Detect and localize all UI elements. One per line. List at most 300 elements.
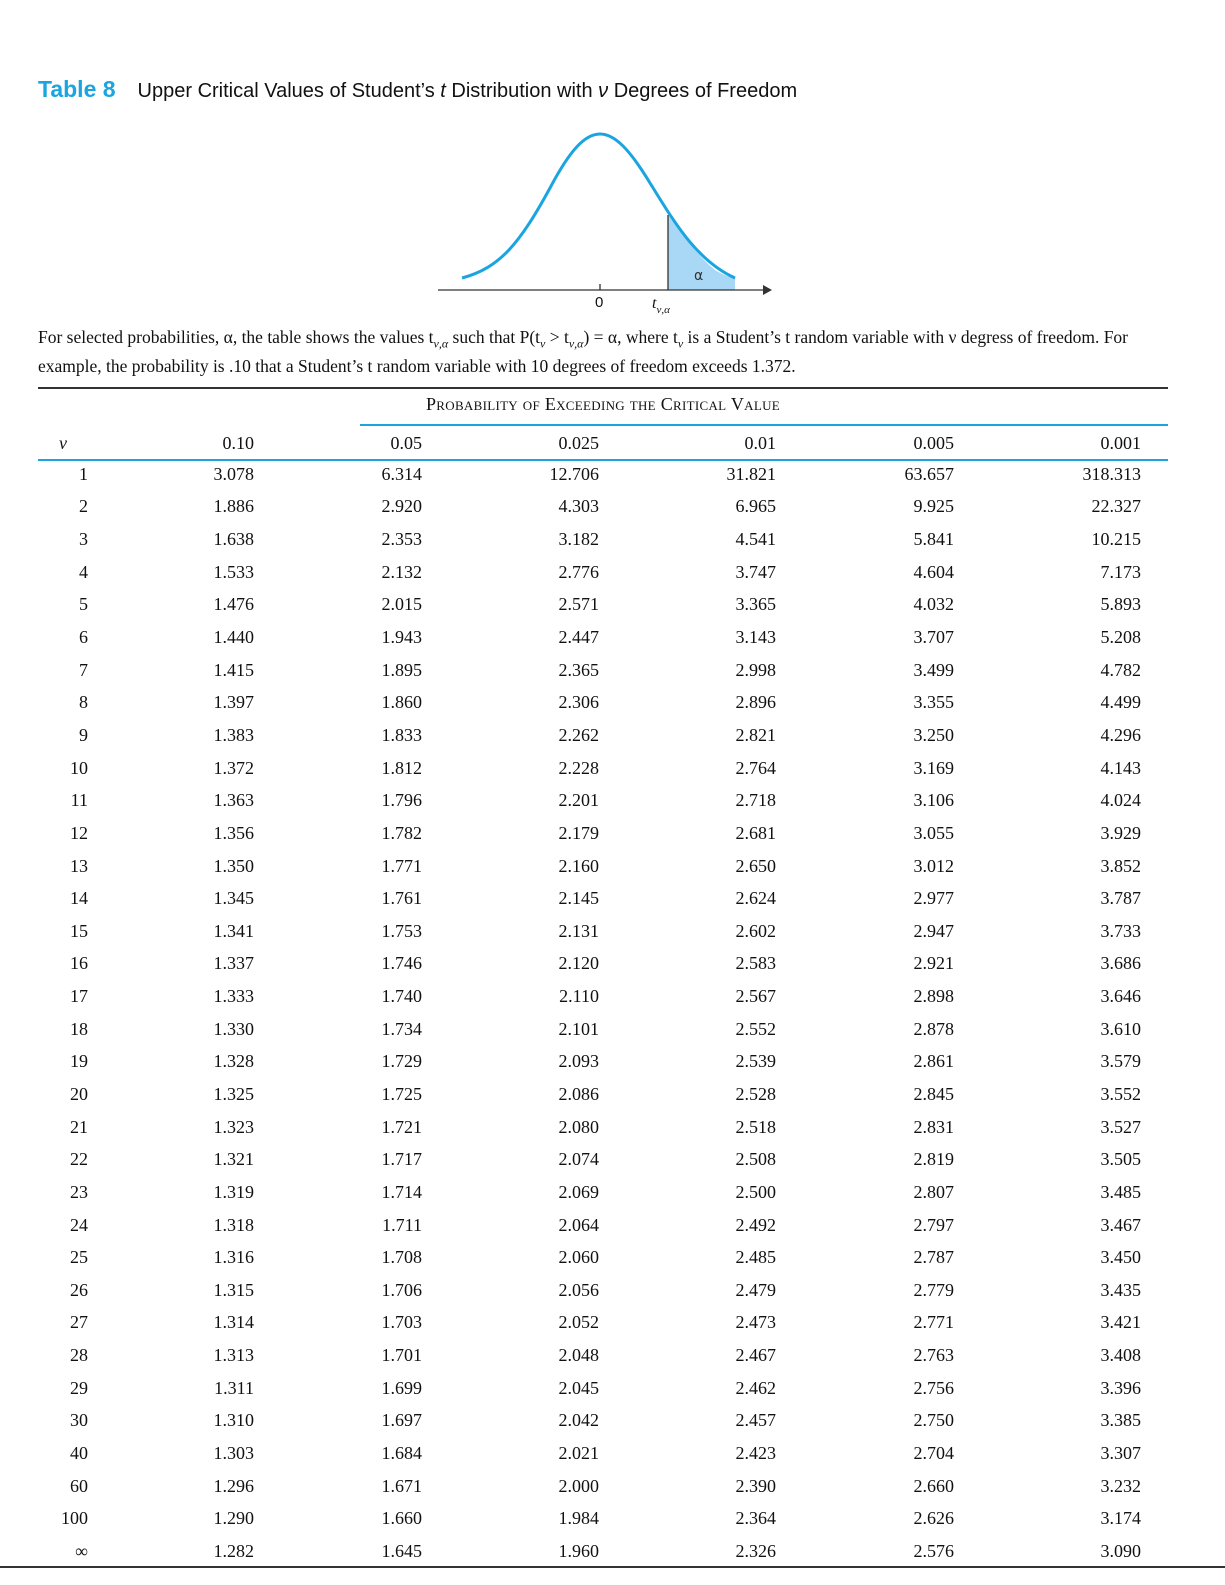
cell-p005: 1.706 xyxy=(381,1279,422,1300)
table-row xyxy=(38,1372,1168,1405)
cell-p0025: 2.262 xyxy=(558,724,599,745)
cell-p010: 1.310 xyxy=(213,1410,254,1431)
cell-p0025: 2.042 xyxy=(558,1410,599,1431)
cell-p005: 2.353 xyxy=(381,529,422,550)
cell-p010: 1.383 xyxy=(213,724,254,745)
cell-p0005: 4.032 xyxy=(913,594,954,615)
cell-p0005: 2.947 xyxy=(913,920,954,941)
cell-p0001: 3.421 xyxy=(1100,1312,1141,1333)
table-row xyxy=(38,1405,1168,1438)
cell-p001: 2.764 xyxy=(735,757,776,778)
cell-p010: 1.311 xyxy=(214,1377,254,1398)
t-label-sub: ν,α xyxy=(656,304,670,316)
caption-part-3: > t xyxy=(545,327,569,347)
cell-p0001: 3.174 xyxy=(1100,1508,1141,1529)
cell-p010: 1.476 xyxy=(213,594,254,615)
cell-df: 26 xyxy=(70,1279,88,1300)
table-header-row xyxy=(38,428,1168,458)
cell-p0005: 3.012 xyxy=(913,855,954,876)
cell-df: 9 xyxy=(79,724,88,745)
cell-p010: 1.333 xyxy=(213,986,254,1007)
column-header-p010: 0.10 xyxy=(222,432,254,453)
cell-p010: 1.318 xyxy=(213,1214,254,1235)
cell-p010: 1.290 xyxy=(213,1508,254,1529)
cell-p005: 1.703 xyxy=(381,1312,422,1333)
table-row xyxy=(38,1013,1168,1046)
table-row xyxy=(38,948,1168,981)
alpha-label: α xyxy=(694,268,704,284)
cell-p0001: 3.646 xyxy=(1100,986,1141,1007)
table-caption xyxy=(38,326,1178,377)
cell-p0005: 5.841 xyxy=(913,529,954,550)
cell-p005: 1.812 xyxy=(381,757,422,778)
cell-p001: 2.364 xyxy=(735,1508,776,1529)
group-header-rule xyxy=(360,424,1168,426)
caption-sub-1: ν,α xyxy=(433,336,449,351)
caption-part-5: is a Student’s t random variable with ν degress of freedom. For example, the probability is .10 that a Student’s t random variable with 10 degrees of freedom exceeds 1.372. xyxy=(38,327,1129,376)
cell-df: 24 xyxy=(70,1214,88,1235)
cell-p010: 1.337 xyxy=(213,953,254,974)
cell-p0001: 3.552 xyxy=(1100,1083,1141,1104)
table-row xyxy=(38,491,1168,524)
cell-p0001: 3.090 xyxy=(1100,1540,1141,1561)
table-row xyxy=(38,1111,1168,1144)
cell-p0005: 2.750 xyxy=(913,1410,954,1431)
cell-p001: 2.650 xyxy=(735,855,776,876)
cell-p0001: 5.893 xyxy=(1100,594,1141,615)
title-part-2: Distribution with xyxy=(445,80,599,102)
cell-p0005: 2.898 xyxy=(913,986,954,1007)
cell-p0005: 2.626 xyxy=(913,1508,954,1529)
cell-p005: 1.671 xyxy=(381,1475,422,1496)
cell-p0001: 3.385 xyxy=(1100,1410,1141,1431)
cell-df: ∞ xyxy=(75,1540,88,1561)
cell-p005: 1.782 xyxy=(381,822,422,843)
table-row xyxy=(38,1143,1168,1176)
cell-p0001: 3.408 xyxy=(1100,1345,1141,1366)
cell-df: 20 xyxy=(70,1083,88,1104)
cell-p0001: 4.782 xyxy=(1100,659,1141,680)
cell-p0005: 2.921 xyxy=(913,953,954,974)
table-title xyxy=(138,80,798,102)
cell-p0025: 2.365 xyxy=(558,659,599,680)
x-axis-arrow xyxy=(763,285,772,295)
cell-p010: 1.363 xyxy=(213,790,254,811)
cell-df: 18 xyxy=(70,1018,88,1039)
cell-p0025: 1.960 xyxy=(558,1540,599,1561)
cell-p005: 1.717 xyxy=(381,1149,422,1170)
cell-p005: 1.734 xyxy=(381,1018,422,1039)
table-row xyxy=(38,915,1168,948)
cell-p0001: 7.173 xyxy=(1100,561,1141,582)
cell-p0005: 2.878 xyxy=(913,1018,954,1039)
cell-df: 5 xyxy=(79,594,88,615)
table-row xyxy=(38,1339,1168,1372)
cell-p0001: 3.929 xyxy=(1100,822,1141,843)
table-row xyxy=(38,882,1168,915)
table-row xyxy=(38,523,1168,556)
cell-p0005: 2.756 xyxy=(913,1377,954,1398)
cell-p0005: 2.831 xyxy=(913,1116,954,1137)
cell-p0001: 5.208 xyxy=(1100,627,1141,648)
cell-p0001: 3.579 xyxy=(1100,1051,1141,1072)
cell-p010: 1.397 xyxy=(213,692,254,713)
t-distribution-figure xyxy=(420,118,800,323)
cell-p0025: 2.201 xyxy=(558,790,599,811)
cell-p0001: 3.610 xyxy=(1100,1018,1141,1039)
cell-df: 16 xyxy=(70,953,88,974)
cell-df: 40 xyxy=(70,1443,88,1464)
table-row xyxy=(38,850,1168,883)
cell-p005: 1.721 xyxy=(381,1116,422,1137)
zero-label: 0 xyxy=(595,294,604,311)
cell-df: 8 xyxy=(79,692,88,713)
cell-df: 10 xyxy=(70,757,88,778)
caption-part-4: ) = α, where t xyxy=(583,327,678,347)
cell-p0005: 2.787 xyxy=(913,1247,954,1268)
cell-p0001: 4.024 xyxy=(1100,790,1141,811)
cell-p0001: 3.686 xyxy=(1100,953,1141,974)
cell-p0001: 3.485 xyxy=(1100,1181,1141,1202)
cell-df: 21 xyxy=(70,1116,88,1137)
cell-p0001: 4.143 xyxy=(1100,757,1141,778)
cell-p010: 1.440 xyxy=(213,627,254,648)
caption-sub-2: ν xyxy=(540,336,546,351)
cell-p001: 2.552 xyxy=(735,1018,776,1039)
t-label xyxy=(652,295,670,316)
table-row xyxy=(38,458,1168,491)
cell-p0001: 3.852 xyxy=(1100,855,1141,876)
table-row xyxy=(38,1274,1168,1307)
cell-p001: 3.747 xyxy=(735,561,776,582)
cell-p001: 2.567 xyxy=(735,986,776,1007)
table-row xyxy=(38,1470,1168,1503)
cell-p0001: 3.307 xyxy=(1100,1443,1141,1464)
table-top-rule xyxy=(38,387,1168,389)
cell-p005: 1.895 xyxy=(381,659,422,680)
cell-p0025: 2.074 xyxy=(558,1149,599,1170)
cell-p0025: 2.000 xyxy=(558,1475,599,1496)
cell-p0005: 9.925 xyxy=(913,496,954,517)
cell-p001: 2.583 xyxy=(735,953,776,974)
cell-p001: 2.624 xyxy=(735,888,776,909)
cell-p001: 4.541 xyxy=(735,529,776,550)
cell-df: 100 xyxy=(61,1508,88,1529)
table-row xyxy=(38,817,1168,850)
cell-p001: 3.143 xyxy=(735,627,776,648)
table-row xyxy=(38,1307,1168,1340)
cell-p0001: 3.435 xyxy=(1100,1279,1141,1300)
cell-p010: 1.314 xyxy=(213,1312,254,1333)
cell-p0025: 2.052 xyxy=(558,1312,599,1333)
cell-p0005: 2.807 xyxy=(913,1181,954,1202)
cell-p001: 2.718 xyxy=(735,790,776,811)
cell-p010: 1.330 xyxy=(213,1018,254,1039)
table-row xyxy=(38,654,1168,687)
cell-df: 60 xyxy=(70,1475,88,1496)
table-row xyxy=(38,556,1168,589)
cell-p0025: 4.303 xyxy=(558,496,599,517)
table-row xyxy=(38,980,1168,1013)
cell-p0005: 2.704 xyxy=(913,1443,954,1464)
cell-df: 30 xyxy=(70,1410,88,1431)
cell-p0025: 1.984 xyxy=(558,1508,599,1529)
table-row xyxy=(38,752,1168,785)
table-row xyxy=(38,1176,1168,1209)
cell-p0025: 2.120 xyxy=(558,953,599,974)
cell-p0025: 2.056 xyxy=(558,1279,599,1300)
cell-df: 13 xyxy=(70,855,88,876)
cell-p001: 31.821 xyxy=(726,463,776,484)
cell-p0025: 2.776 xyxy=(558,561,599,582)
cell-p005: 1.701 xyxy=(381,1345,422,1366)
cell-p001: 2.390 xyxy=(735,1475,776,1496)
cell-p0001: 22.327 xyxy=(1091,496,1141,517)
cell-p0005: 2.819 xyxy=(913,1149,954,1170)
cell-p0001: 4.499 xyxy=(1100,692,1141,713)
title-t: t xyxy=(440,80,446,102)
cell-p005: 1.711 xyxy=(382,1214,422,1235)
cell-p005: 6.314 xyxy=(381,463,422,484)
t-label-main: t xyxy=(652,295,657,312)
cell-p0005: 2.861 xyxy=(913,1051,954,1072)
cell-p0005: 2.779 xyxy=(913,1279,954,1300)
table-row xyxy=(38,1241,1168,1274)
cell-p005: 1.660 xyxy=(381,1508,422,1529)
cell-df: 27 xyxy=(70,1312,88,1333)
cell-p0005: 2.576 xyxy=(913,1540,954,1561)
cell-df: 23 xyxy=(70,1181,88,1202)
cell-p0001: 3.733 xyxy=(1100,920,1141,941)
table-row xyxy=(38,621,1168,654)
cell-p0005: 3.499 xyxy=(913,659,954,680)
column-header-p0001: 0.001 xyxy=(1100,432,1141,453)
cell-df: 7 xyxy=(79,659,88,680)
cell-p0001: 4.296 xyxy=(1100,724,1141,745)
title-nu: ν xyxy=(598,80,609,102)
cell-p005: 1.714 xyxy=(381,1181,422,1202)
cell-p0025: 2.447 xyxy=(558,627,599,648)
cell-p001: 2.508 xyxy=(735,1149,776,1170)
cell-p0025: 2.080 xyxy=(558,1116,599,1137)
cell-df: 2 xyxy=(79,496,88,517)
cell-p001: 6.965 xyxy=(735,496,776,517)
cell-p001: 2.467 xyxy=(735,1345,776,1366)
cell-p001: 2.528 xyxy=(735,1083,776,1104)
cell-p005: 1.645 xyxy=(381,1540,422,1561)
table-row xyxy=(38,1209,1168,1242)
table-row xyxy=(38,719,1168,752)
cell-p010: 1.319 xyxy=(213,1181,254,1202)
cell-p0001: 3.505 xyxy=(1100,1149,1141,1170)
cell-p010: 1.323 xyxy=(213,1116,254,1137)
cell-p0005: 2.845 xyxy=(913,1083,954,1104)
cell-p0001: 3.450 xyxy=(1100,1247,1141,1268)
cell-p0025: 2.093 xyxy=(558,1051,599,1072)
cell-p0025: 2.086 xyxy=(558,1083,599,1104)
table-row xyxy=(38,686,1168,719)
cell-p001: 2.492 xyxy=(735,1214,776,1235)
cell-p0001: 3.396 xyxy=(1100,1377,1141,1398)
table-row xyxy=(38,784,1168,817)
cell-p010: 1.350 xyxy=(213,855,254,876)
column-header-p005: 0.05 xyxy=(390,432,422,453)
cell-p001: 2.462 xyxy=(735,1377,776,1398)
table-body xyxy=(38,458,1168,1568)
cell-p010: 1.345 xyxy=(213,888,254,909)
table-row xyxy=(38,1535,1168,1568)
cell-p0025: 2.045 xyxy=(558,1377,599,1398)
table-row xyxy=(38,589,1168,622)
cell-p005: 1.729 xyxy=(381,1051,422,1072)
caption-part-1: For selected probabilities, α, the table shows the values t xyxy=(38,327,434,347)
cell-p0005: 3.250 xyxy=(913,724,954,745)
cell-p0001: 10.215 xyxy=(1091,529,1141,550)
cell-p0025: 2.306 xyxy=(558,692,599,713)
cell-p001: 2.423 xyxy=(735,1443,776,1464)
cell-p010: 1.328 xyxy=(213,1051,254,1072)
caption-sub-3: ν,α xyxy=(568,336,584,351)
cell-p001: 2.473 xyxy=(735,1312,776,1333)
cell-p005: 2.015 xyxy=(381,594,422,615)
caption-part-2: such that P(t xyxy=(448,327,541,347)
cell-p0025: 2.145 xyxy=(558,888,599,909)
cell-p001: 2.539 xyxy=(735,1051,776,1072)
cell-p0005: 3.106 xyxy=(913,790,954,811)
cell-p005: 1.725 xyxy=(381,1083,422,1104)
cell-p005: 1.699 xyxy=(381,1377,422,1398)
cell-p0025: 2.048 xyxy=(558,1345,599,1366)
cell-p0001: 318.313 xyxy=(1082,463,1141,484)
cell-p0025: 2.069 xyxy=(558,1181,599,1202)
column-header-p0005: 0.005 xyxy=(913,432,954,453)
cell-p010: 1.316 xyxy=(213,1247,254,1268)
cell-p001: 2.485 xyxy=(735,1247,776,1268)
cell-p001: 3.365 xyxy=(735,594,776,615)
cell-p0001: 3.787 xyxy=(1100,888,1141,909)
table-row xyxy=(38,1437,1168,1470)
cell-df: 4 xyxy=(79,561,88,582)
cell-p010: 1.321 xyxy=(213,1149,254,1170)
cell-p010: 1.313 xyxy=(213,1345,254,1366)
cell-p010: 1.533 xyxy=(213,561,254,582)
cell-p0005: 3.355 xyxy=(913,692,954,713)
cell-p0025: 2.110 xyxy=(559,986,599,1007)
table-title-line xyxy=(38,76,797,108)
cell-p0005: 2.660 xyxy=(913,1475,954,1496)
table-row xyxy=(38,1046,1168,1079)
cell-p005: 1.708 xyxy=(381,1247,422,1268)
cell-p005: 1.860 xyxy=(381,692,422,713)
cell-df: 17 xyxy=(70,986,88,1007)
critical-values-table xyxy=(38,428,1168,1568)
cell-p010: 1.315 xyxy=(213,1279,254,1300)
cell-p010: 1.372 xyxy=(213,757,254,778)
column-header-p0025: 0.025 xyxy=(558,432,599,453)
cell-p010: 1.415 xyxy=(213,659,254,680)
cell-p0025: 2.064 xyxy=(558,1214,599,1235)
cell-p0025: 2.160 xyxy=(558,855,599,876)
caption-sub-4: ν xyxy=(677,336,684,351)
cell-p001: 2.457 xyxy=(735,1410,776,1431)
cell-df: 12 xyxy=(70,822,88,843)
column-header-p001: 0.01 xyxy=(744,432,776,453)
cell-p005: 1.761 xyxy=(381,888,422,909)
cell-p001: 2.998 xyxy=(735,659,776,680)
cell-df: 19 xyxy=(70,1051,88,1072)
cell-p010: 1.303 xyxy=(213,1443,254,1464)
cell-p0005: 63.657 xyxy=(904,463,954,484)
cell-p005: 2.132 xyxy=(381,561,422,582)
cell-p0001: 3.527 xyxy=(1100,1116,1141,1137)
cell-p0025: 2.021 xyxy=(558,1443,599,1464)
cell-p0001: 3.232 xyxy=(1100,1475,1141,1496)
cell-df: 6 xyxy=(79,627,88,648)
cell-p001: 2.602 xyxy=(735,920,776,941)
cell-df: 1 xyxy=(79,463,88,484)
table-bottom-rule xyxy=(0,1566,1225,1568)
cell-p0005: 3.707 xyxy=(913,627,954,648)
cell-p0005: 2.797 xyxy=(913,1214,954,1235)
cell-df: 15 xyxy=(70,920,88,941)
cell-df: 28 xyxy=(70,1345,88,1366)
cell-p010: 3.078 xyxy=(213,463,254,484)
title-part-1: Upper Critical Values of Student’s xyxy=(137,80,441,102)
cell-p0005: 2.977 xyxy=(913,888,954,909)
cell-p0025: 2.179 xyxy=(558,822,599,843)
cell-df: 22 xyxy=(70,1149,88,1170)
cell-p005: 1.740 xyxy=(381,986,422,1007)
cell-p0025: 2.131 xyxy=(558,920,599,941)
cell-p0005: 4.604 xyxy=(913,561,954,582)
cell-p005: 1.796 xyxy=(381,790,422,811)
cell-p001: 2.821 xyxy=(735,724,776,745)
cell-p0005: 2.763 xyxy=(913,1345,954,1366)
column-header-nu: ν xyxy=(59,432,67,453)
cell-df: 14 xyxy=(70,888,88,909)
cell-df: 3 xyxy=(79,529,88,550)
cell-p010: 1.325 xyxy=(213,1083,254,1104)
cell-df: 29 xyxy=(70,1377,88,1398)
title-part-3: Degrees of Freedom xyxy=(608,80,798,102)
probability-group-header: Probability of Exceeding the Critical Value xyxy=(425,394,781,414)
cell-p005: 1.753 xyxy=(381,920,422,941)
cell-p0025: 3.182 xyxy=(558,529,599,550)
cell-p005: 1.697 xyxy=(381,1410,422,1431)
cell-p005: 1.943 xyxy=(381,627,422,648)
cell-p0025: 2.060 xyxy=(558,1247,599,1268)
cell-p0025: 2.101 xyxy=(558,1018,599,1039)
cell-p005: 1.746 xyxy=(381,953,422,974)
cell-p001: 2.326 xyxy=(735,1540,776,1561)
cell-p0001: 3.467 xyxy=(1100,1214,1141,1235)
cell-p010: 1.341 xyxy=(213,920,254,941)
cell-p001: 2.500 xyxy=(735,1181,776,1202)
cell-df: 11 xyxy=(70,790,88,811)
table-row xyxy=(38,1078,1168,1111)
cell-p010: 1.638 xyxy=(213,529,254,550)
cell-p001: 2.681 xyxy=(735,822,776,843)
cell-p0005: 2.771 xyxy=(913,1312,954,1333)
cell-p005: 1.833 xyxy=(381,724,422,745)
cell-p010: 1.356 xyxy=(213,822,254,843)
cell-p0005: 3.169 xyxy=(913,757,954,778)
cell-p0005: 3.055 xyxy=(913,822,954,843)
cell-p010: 1.886 xyxy=(213,496,254,517)
cell-p005: 2.920 xyxy=(381,496,422,517)
cell-p0025: 12.706 xyxy=(549,463,599,484)
cell-p001: 2.479 xyxy=(735,1279,776,1300)
